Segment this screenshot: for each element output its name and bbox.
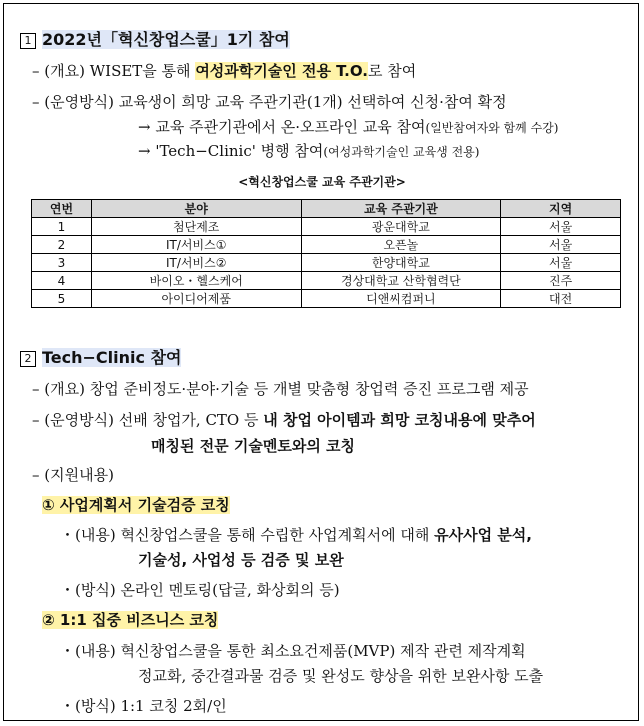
cell-number: 4 xyxy=(32,272,92,290)
cell-region: 대전 xyxy=(501,290,621,308)
table-row xyxy=(32,290,621,308)
section2-support: – (지원내용) xyxy=(32,466,114,484)
cell-field: IT/서비스① xyxy=(91,236,301,254)
section2-title: Tech−Clinic 참여 xyxy=(42,348,182,367)
sub1-heading xyxy=(42,495,230,515)
sub1-method: ・(방식) 온라인 멘토링(답글, 화상회의 등) xyxy=(60,581,340,599)
header-region: 지역 xyxy=(501,200,621,218)
cell-number: 5 xyxy=(32,290,92,308)
cell-field: IT/서비스② xyxy=(91,254,301,272)
overview-suffix: 로 참여 xyxy=(367,62,417,80)
section2-number-box: 2 xyxy=(20,351,36,367)
header-field: 분야 xyxy=(91,200,301,218)
cell-institution: 광운대학교 xyxy=(301,218,501,236)
table-row xyxy=(32,218,621,236)
cell-number: 1 xyxy=(32,218,92,236)
section1-title: 2022년「혁신창업스쿨」1기 참여 xyxy=(42,30,290,49)
section2-overview: – (개요) 창업 준비정도·분야·기술 등 개별 맞춤형 창업력 증진 프로그램 제공 xyxy=(32,380,529,398)
header-number: 연번 xyxy=(32,200,92,218)
sub2-method: ・(방식) 1:1 코칭 2회/인 xyxy=(60,697,227,715)
institution-table xyxy=(31,199,621,308)
sub2-title: ② 1:1 집중 비즈니스 코칭 xyxy=(42,611,219,629)
cell-institution: 디앤씨컴퍼니 xyxy=(301,290,501,308)
section1-method: – (운영방식) 교육생이 희망 교육 주관기관(1개) 선택하여 신청·참여 확정 xyxy=(32,93,507,111)
sub2-heading xyxy=(42,610,218,630)
sub1-title: ① 사업계획서 기술검증 코칭 xyxy=(42,496,230,514)
cell-field: 아이디어제품 xyxy=(91,290,301,308)
cell-region: 진주 xyxy=(501,272,621,290)
method-bold-line2: 매칭된 전문 기술멘토와의 코칭 xyxy=(151,437,356,455)
arrow2-note: (여성과학기술인 교육생 전용) xyxy=(323,145,480,159)
cell-region: 서울 xyxy=(501,236,621,254)
cell-region: 서울 xyxy=(501,218,621,236)
cell-number: 2 xyxy=(32,236,92,254)
table-header-row xyxy=(32,200,621,218)
arrow1-main: → 교육 주관기관에서 온·오프라인 교육 참여 xyxy=(138,118,426,136)
sub1-content xyxy=(60,525,532,545)
sub1-content-bold1: 유사사업 분석, xyxy=(434,526,532,544)
section2-method xyxy=(32,410,536,430)
section1-number-box: 1 xyxy=(20,33,36,49)
table-row xyxy=(32,236,621,254)
section1-arrow2 xyxy=(138,141,479,162)
cell-institution: 경상대학교 산학협력단 xyxy=(301,272,501,290)
method-bold-line1: 내 창업 아이템과 희망 코칭내용에 맞추어 xyxy=(263,411,536,429)
section2-heading xyxy=(20,348,181,368)
overview-highlight: 여성과학기술인 전용 T.O. xyxy=(195,62,368,80)
sub1-content-bold2: 기술성, 사업성 등 검증 및 보완 xyxy=(138,551,344,569)
header-institution: 교육 주관기관 xyxy=(301,200,501,218)
cell-field: 첨단제조 xyxy=(91,218,301,236)
cell-institution: 한양대학교 xyxy=(301,254,501,272)
sub1-content-prefix: ・(내용) 혁신창업스쿨을 통해 수립한 사업계획서에 대해 xyxy=(60,526,435,544)
table-row xyxy=(32,272,621,290)
cell-field: 바이오・헬스케어 xyxy=(91,272,301,290)
overview-prefix: – (개요) WISET을 통해 xyxy=(32,62,196,80)
cell-region: 서울 xyxy=(501,254,621,272)
arrow1-note: (일반참여자와 함께 수강) xyxy=(425,121,559,135)
cell-institution: 오픈놀 xyxy=(301,236,501,254)
sub2-content-line2: 정교화, 중간결과물 검증 및 완성도 향상을 위한 보완사항 도출 xyxy=(138,667,544,685)
section1-arrow1 xyxy=(138,117,558,138)
table-row xyxy=(32,254,621,272)
arrow2-main: → 'Tech−Clinic' 병행 참여 xyxy=(138,142,324,160)
section1-overview xyxy=(32,61,416,81)
section1-heading xyxy=(20,30,290,50)
sub2-content-line1: ・(내용) 혁신창업스쿨을 통한 최소요건제품(MVP) 제작 관련 제작계획 xyxy=(60,642,526,660)
table-caption: <혁신창업스쿨 교육 주관기관> xyxy=(238,175,406,189)
cell-number: 3 xyxy=(32,254,92,272)
method-prefix: – (운영방식) 선배 창업가, CTO 등 xyxy=(32,411,264,429)
